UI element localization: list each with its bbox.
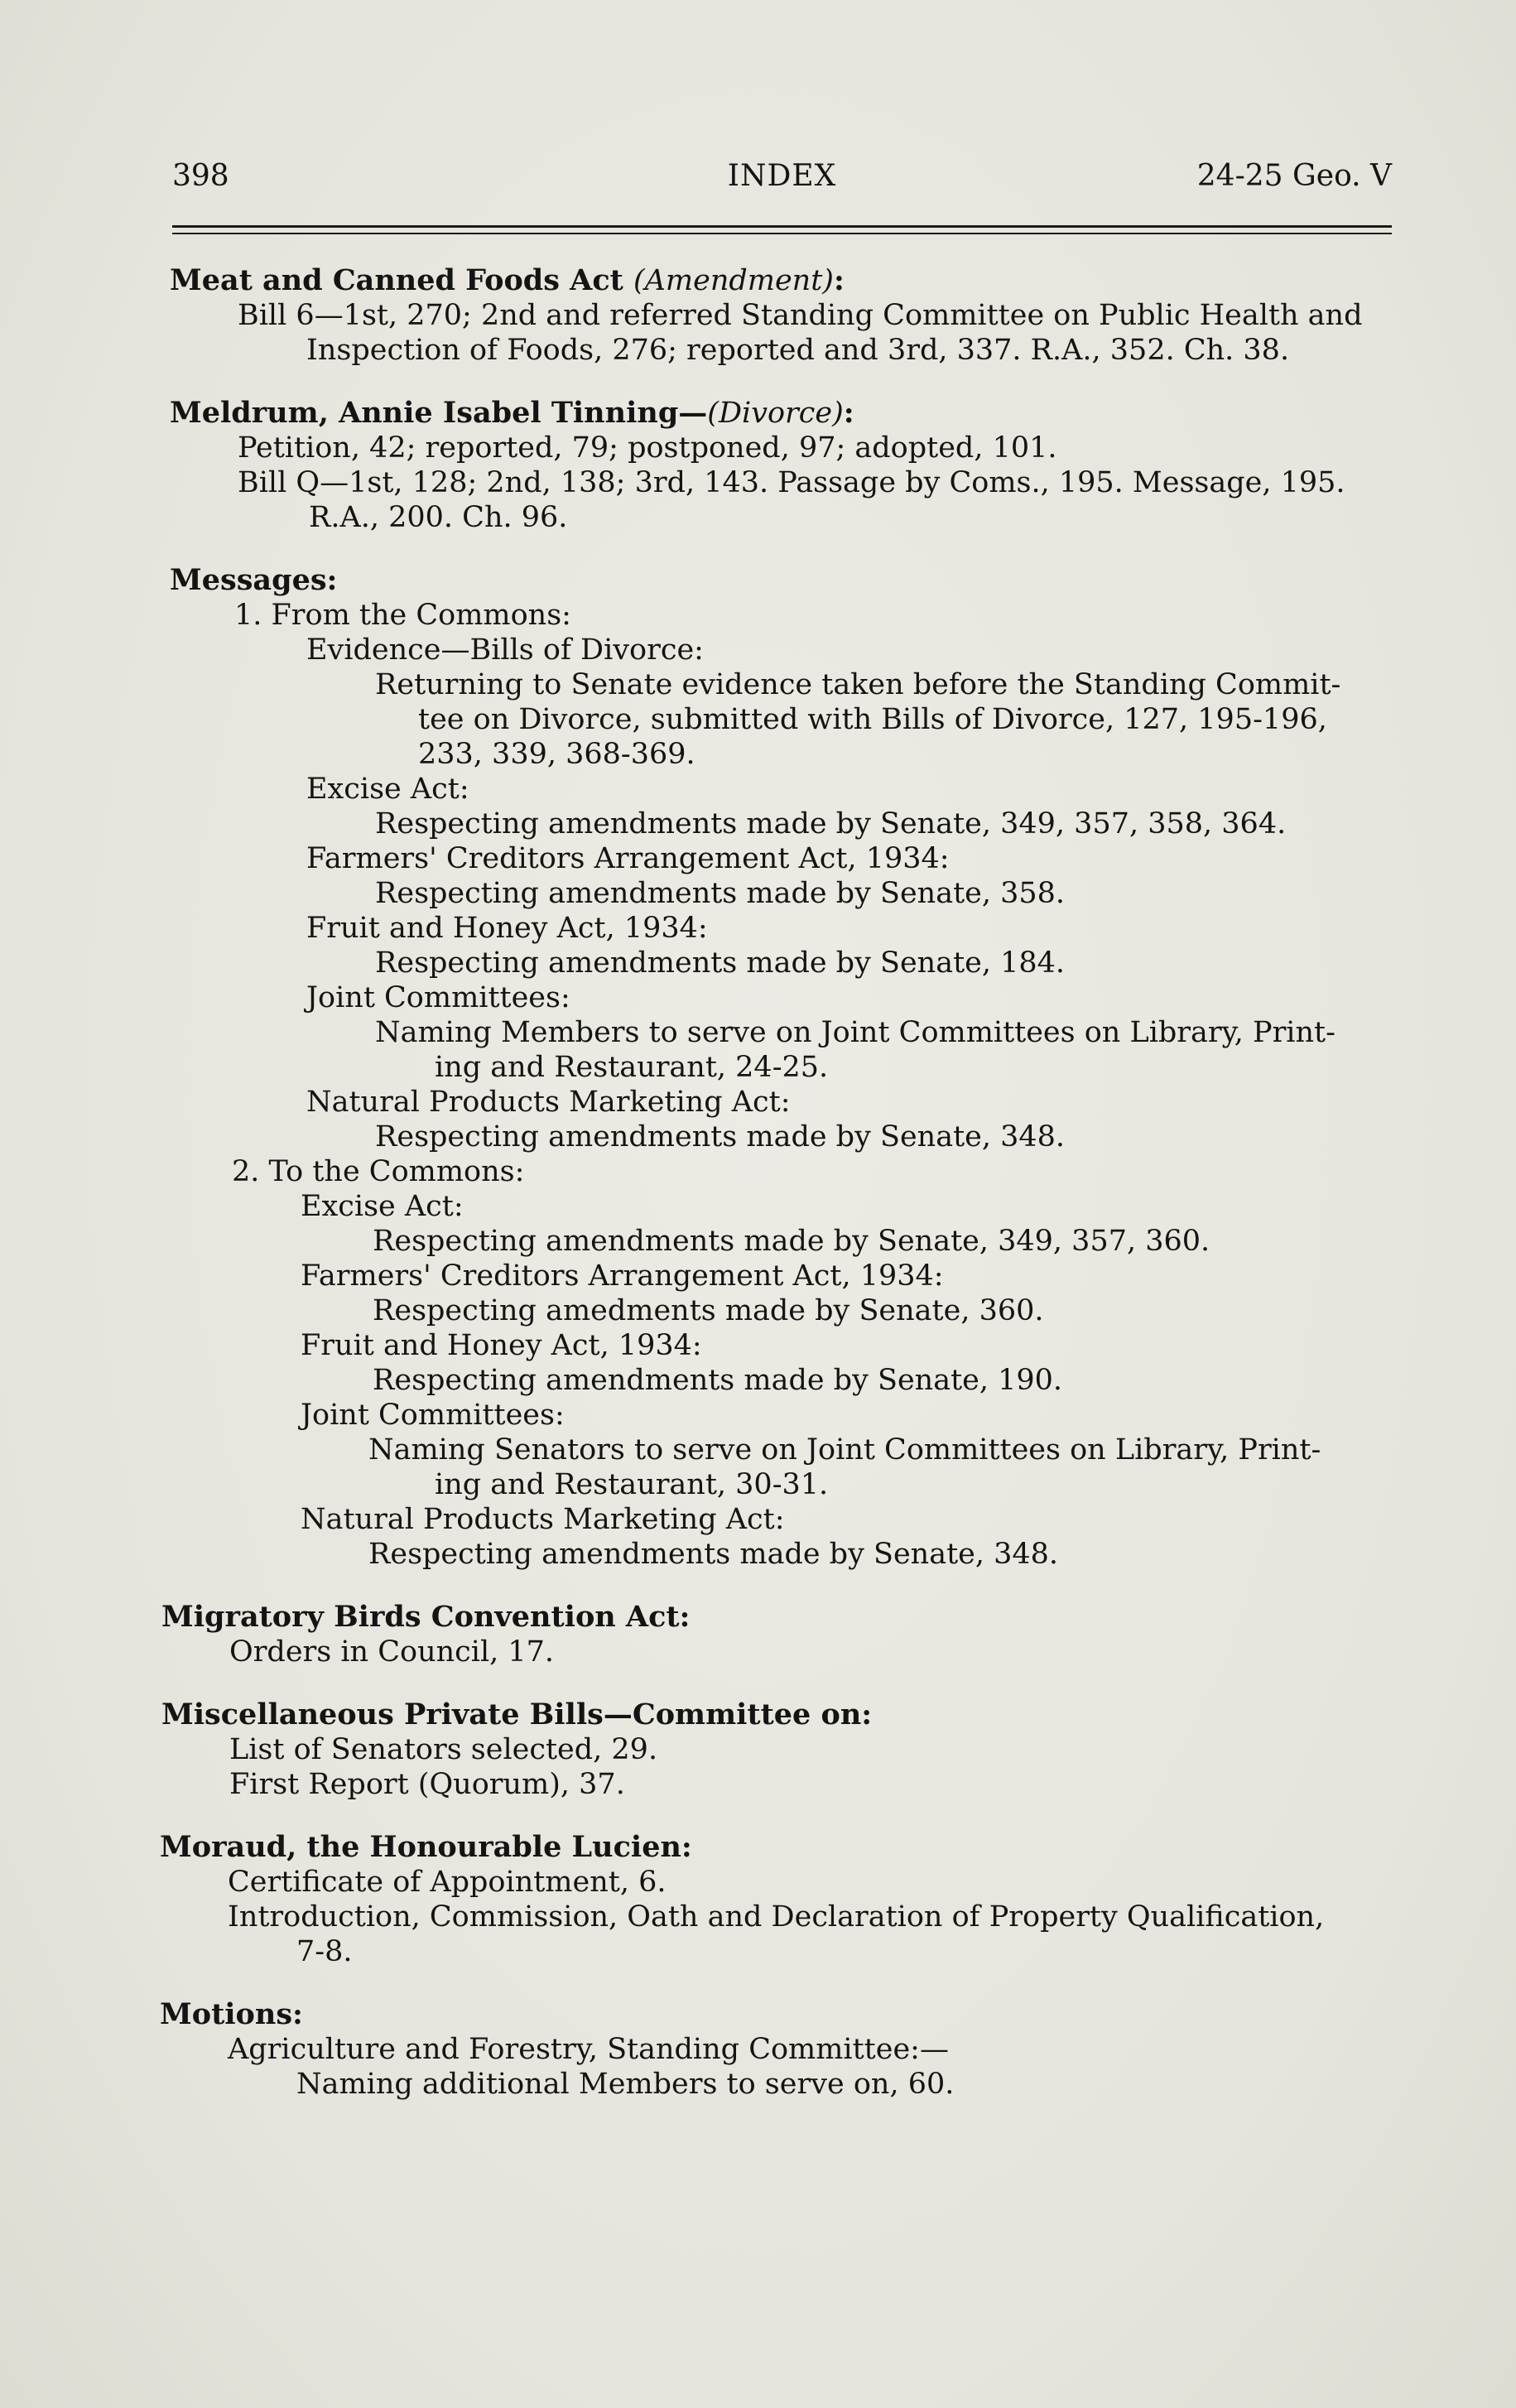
regnal-year: 24-25 Geo. V — [1196, 159, 1392, 193]
topic-line: Respecting amendments made by Senate, 348. — [368, 1538, 1059, 1571]
topic-line: 233, 339, 368-369. — [418, 738, 695, 771]
topic-label: Fruit and Honey Act, 1934: — [301, 1329, 702, 1362]
entry-line: 7-8. — [296, 1935, 353, 1968]
entry-line: Bill 6—1st, 270; 2nd and referred Standing Committee on Public Health and — [238, 299, 1363, 332]
entry-line: Agriculture and Forestry, Standing Committee:— — [228, 2033, 949, 2066]
entry-line: Bill Q—1st, 128; 2nd, 138; 3rd, 143. Passage by Coms., 195. Message, 195. — [238, 466, 1345, 499]
entry-heading: Meat and Canned Foods Act (Amendment): — [170, 263, 845, 297]
topic-label: Natural Products Marketing Act: — [301, 1503, 785, 1536]
index-entry-meldrum — [170, 396, 1395, 535]
entry-heading: Meldrum, Annie Isabel Tinning—(Divorce): — [170, 396, 854, 430]
topic-line: Respecting amendments made by Senate, 349, 357, 360. — [373, 1225, 1210, 1258]
topic-label: Farmers' Creditors Arrangement Act, 1934: — [306, 842, 950, 875]
index-content — [160, 263, 1395, 2130]
entry-heading: Motions: — [160, 1997, 303, 2031]
entry-line: Inspection of Foods, 276; reported and 3rd, 337. R.A., 352. Ch. 38. — [306, 334, 1290, 367]
topic-line: ing and Restaurant, 24-25. — [435, 1051, 829, 1084]
entry-heading: Miscellaneous Private Bills—Committee on: — [161, 1698, 873, 1731]
topic-label: Evidence—Bills of Divorce: — [306, 633, 704, 667]
entry-heading: Messages: — [170, 563, 338, 597]
index-entry-motions — [160, 1997, 1395, 2102]
entry-heading: Migratory Birds Convention Act: — [161, 1600, 691, 1634]
topic-line: tee on Divorce, submitted with Bills of Divorce, 127, 195-196, — [418, 703, 1327, 736]
topic-line: Respecting amendments made by Senate, 184. — [375, 946, 1066, 980]
topic-line: Naming Senators to serve on Joint Committees on Library, Print- — [368, 1433, 1321, 1466]
topic-label: Joint Committees: — [301, 1399, 565, 1432]
entry-line: R.A., 200. Ch. 96. — [309, 501, 568, 534]
entry-line: Orders in Council, 17. — [229, 1635, 555, 1669]
topic-label: Joint Committees: — [306, 981, 570, 1014]
entry-line: First Report (Quorum), 37. — [229, 1768, 625, 1801]
header-rule-top — [172, 225, 1392, 228]
topic-label: Excise Act: — [301, 1190, 464, 1223]
index-entry-migratory-birds — [161, 1600, 1395, 1669]
entry-heading: Moraud, the Honourable Lucien: — [160, 1830, 692, 1864]
header-rule-bottom — [172, 233, 1392, 234]
page-title: INDEX — [727, 159, 837, 193]
topic-line: Respecting amendments made by Senate, 190. — [373, 1364, 1063, 1397]
index-entry-moraud — [160, 1830, 1395, 1969]
topic-line: Respecting amendments made by Senate, 358. — [375, 877, 1066, 910]
entry-line: Petition, 42; reported, 79; postponed, 97; adopted, 101. — [238, 431, 1057, 465]
index-entry-meat-canned-foods — [170, 263, 1395, 368]
topic-line: ing and Restaurant, 30-31. — [435, 1468, 829, 1501]
entry-line: Introduction, Commission, Oath and Declaration of Property Qualification, — [228, 1900, 1325, 1934]
topic-line: Respecting amedments made by Senate, 360. — [373, 1294, 1044, 1327]
page-header — [172, 159, 1392, 209]
entry-line: Naming additional Members to serve on, 60. — [296, 2068, 955, 2101]
entry-line: List of Senators selected, 29. — [229, 1733, 658, 1766]
topic-line: Respecting amendments made by Senate, 348. — [375, 1120, 1066, 1153]
page-number: 398 — [172, 159, 229, 193]
entry-line: Certificate of Appointment, 6. — [228, 1866, 667, 1899]
subsection-label: 2. To the Commons: — [232, 1155, 525, 1188]
index-entry-messages — [170, 563, 1395, 1572]
index-entry-misc-private-bills — [161, 1698, 1395, 1802]
topic-label: Natural Products Marketing Act: — [306, 1086, 791, 1119]
subsection-label: 1. From the Commons: — [234, 599, 571, 632]
topic-label: Excise Act: — [306, 773, 469, 806]
topic-label: Fruit and Honey Act, 1934: — [306, 912, 708, 945]
topic-label: Farmers' Creditors Arrangement Act, 1934: — [301, 1259, 944, 1293]
topic-line: Returning to Senate evidence taken before the Standing Commit- — [375, 668, 1341, 701]
topic-line: Respecting amendments made by Senate, 349, 357, 358, 364. — [375, 807, 1287, 840]
topic-line: Naming Members to serve on Joint Committees on Library, Print- — [375, 1016, 1336, 1049]
